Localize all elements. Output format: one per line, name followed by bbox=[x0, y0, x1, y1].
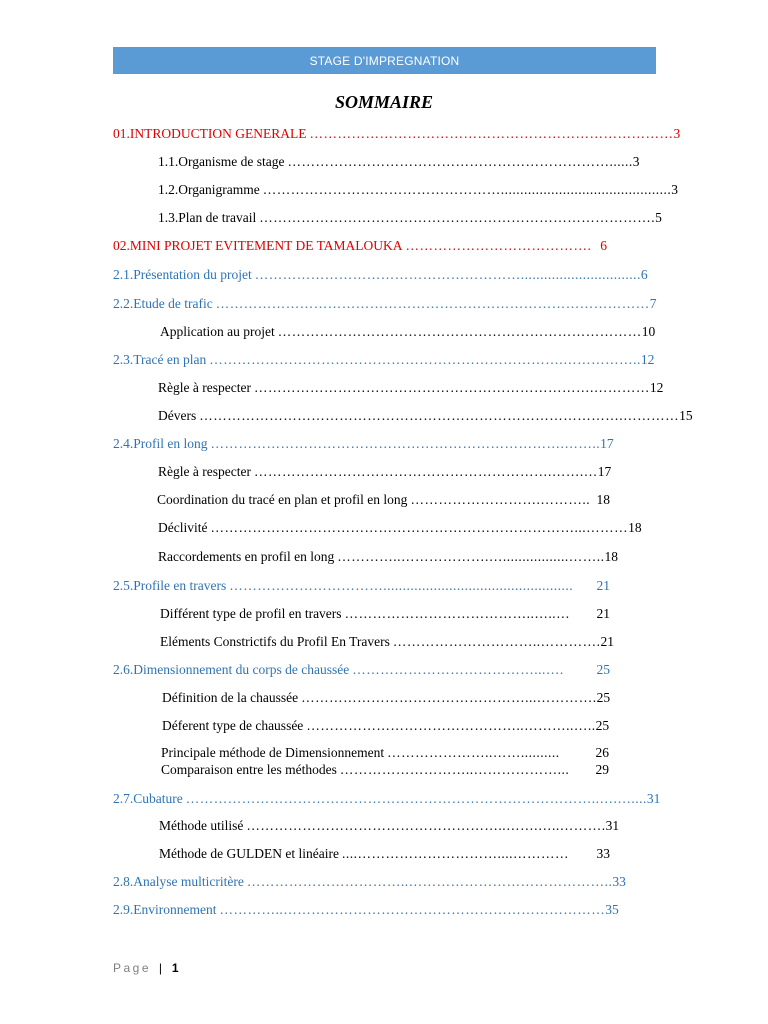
toc-entry-trace-plan[interactable] bbox=[113, 352, 655, 368]
toc-leader-dots: ……………………………………………………….…….… bbox=[253, 464, 598, 479]
toc-entry-different-type[interactable] bbox=[160, 606, 610, 622]
toc-page-number: 3 bbox=[671, 182, 678, 197]
page-title: SOMMAIRE bbox=[334, 92, 434, 112]
toc-entry-label: 01.INTRODUCTION GENERALE bbox=[113, 126, 307, 141]
toc-page-number: 3 bbox=[673, 126, 681, 141]
footer-separator: | bbox=[158, 961, 162, 975]
toc-entry-raccordements[interactable] bbox=[158, 549, 618, 565]
toc-entry-comparaison[interactable] bbox=[161, 762, 609, 778]
toc-entry-label: 2.8.Analyse multicritère bbox=[113, 874, 244, 889]
toc-page-number: 3 bbox=[632, 154, 640, 169]
toc-entry-label: 2.2.Etude de trafic bbox=[113, 296, 213, 311]
toc-leader-dots: …………………………………………………………………… bbox=[309, 126, 674, 141]
toc-leader-dots: ……………………….……….. bbox=[410, 492, 591, 507]
toc-entry-label: 2.3.Tracé en plan bbox=[113, 352, 207, 367]
toc-leader-dots: ……………………………………………………………….………… bbox=[253, 380, 650, 395]
toc-page-number: 18 bbox=[596, 492, 610, 507]
toc-leader-dots: …………………………..…………. bbox=[392, 634, 601, 649]
toc-entry-label: Raccordements en profil en long bbox=[158, 549, 335, 564]
toc-page-number: 25 bbox=[595, 718, 610, 733]
toc-page-number: 6 bbox=[640, 267, 648, 282]
toc-entry-label: Principale méthode de Dimensionnement bbox=[161, 745, 385, 760]
toc-leader-dots: ……………………………………………………………………………..….….... bbox=[185, 791, 647, 806]
toc-page-number: 10 bbox=[641, 324, 656, 339]
toc-page-number: 25 bbox=[596, 662, 610, 677]
toc-entry-organisme[interactable] bbox=[158, 154, 640, 170]
toc-leader-dots: ……………………………..…………………………………….. bbox=[246, 874, 613, 889]
toc-entry-declivite[interactable] bbox=[158, 520, 642, 536]
toc-entry-environnement[interactable] bbox=[113, 902, 619, 918]
toc-entry-elements[interactable] bbox=[160, 634, 614, 650]
toc-entry-label: 2.5.Profile en travers bbox=[113, 578, 227, 593]
toc-entry-label: Dévers bbox=[158, 408, 197, 423]
toc-entry-devers[interactable] bbox=[158, 408, 693, 424]
toc-page-number: 35 bbox=[605, 902, 619, 917]
toc-leader-dots: …………………………………………………............................... bbox=[254, 267, 641, 282]
toc-page-number: 17 bbox=[600, 436, 614, 451]
toc-entry-label: 2.4.Profil en long bbox=[113, 436, 208, 451]
toc-leader-dots: ……………………………………………............................................ bbox=[262, 182, 672, 197]
toc-page-number: 33 bbox=[612, 874, 626, 889]
toc-leader-dots: ……………………………................................................. bbox=[229, 578, 574, 593]
toc-entry-label: 1.2.Organigramme bbox=[158, 182, 260, 197]
toc-page-number: 7 bbox=[649, 296, 657, 311]
toc-page-number: 5 bbox=[655, 210, 662, 225]
toc-entry-label: Eléments Constrictifs du Profil En Travers bbox=[160, 634, 390, 649]
toc-entry-label: Méthode utilisé bbox=[159, 818, 244, 833]
toc-entry-label: Coordination du tracé en plan et profil en long bbox=[157, 492, 408, 507]
toc-entry-organigramme[interactable] bbox=[158, 182, 678, 198]
toc-entry-methode-utilise[interactable] bbox=[159, 818, 620, 834]
toc-page-number: 12 bbox=[649, 380, 664, 395]
toc-entry-label: 2.9.Environnement bbox=[113, 902, 217, 917]
toc-leader-dots: …………………………………...…. bbox=[352, 662, 564, 677]
toc-entry-label: 1.1.Organisme de stage bbox=[158, 154, 285, 169]
toc-entry-label: Déferent type de chaussée bbox=[162, 718, 304, 733]
toc-entry-label: Différent type de profil en travers bbox=[160, 606, 342, 621]
toc-entry-cubature[interactable] bbox=[113, 791, 661, 807]
toc-page-number: 29 bbox=[595, 762, 609, 777]
toc-entry-mini-projet[interactable] bbox=[113, 238, 607, 254]
toc-entry-regle-2[interactable] bbox=[158, 464, 610, 480]
toc-entry-deferent-type[interactable] bbox=[162, 718, 608, 734]
toc-leader-dots: ....…………………………....………… bbox=[341, 846, 569, 861]
toc-page-number: 21 bbox=[596, 578, 610, 593]
toc-entry-label: 02.MINI PROJET EVITEMENT DE TAMALOUKA bbox=[113, 238, 403, 253]
toc-page-number: 18 bbox=[628, 520, 642, 535]
toc-leader-dots: ………………………………………..………..….. bbox=[306, 718, 596, 733]
toc-leader-dots: ……………………………………………………………...... bbox=[287, 154, 633, 169]
toc-entry-label: Méthode de GULDEN et linéaire bbox=[159, 846, 339, 861]
footer-page-word: Page bbox=[113, 961, 152, 975]
toc-page-number: 6 bbox=[600, 238, 607, 253]
toc-page-number: 21 bbox=[596, 606, 610, 621]
toc-entry-label: Comparaison entre les méthodes bbox=[161, 762, 337, 777]
toc-leader-dots: …………………..…….......... bbox=[387, 745, 560, 760]
toc-entry-regle-1[interactable] bbox=[158, 380, 664, 396]
toc-page-number: 15 bbox=[679, 408, 693, 423]
toc-entry-label: Déclivité bbox=[158, 520, 208, 535]
toc-entry-label: 2.7.Cubature bbox=[113, 791, 183, 806]
toc-leader-dots: ………………………………………………………………………………… bbox=[215, 296, 650, 311]
toc-entry-application[interactable] bbox=[160, 324, 656, 340]
toc-page-number: 33 bbox=[596, 846, 610, 861]
footer-page-number: 1 bbox=[171, 961, 179, 975]
toc-leader-dots: ………………………………………………..…….…..………. bbox=[246, 818, 606, 833]
toc-entry-plan-travail[interactable] bbox=[158, 210, 662, 226]
toc-page-number: 31 bbox=[605, 818, 620, 833]
toc-leader-dots: …………..…………………………………………………………… bbox=[219, 902, 606, 917]
toc-entry-profile-travers[interactable] bbox=[113, 578, 610, 594]
toc-entry-analyse[interactable] bbox=[113, 874, 626, 890]
toc-leader-dots: ………………………..………………... bbox=[339, 762, 570, 777]
toc-entry-label: Règle à respecter bbox=[158, 380, 251, 395]
toc-leader-dots: …………………………………. bbox=[405, 238, 592, 253]
toc-leader-dots: …………………………………………...…………. bbox=[301, 690, 597, 705]
toc-page-number: 26 bbox=[595, 745, 609, 760]
toc-page-number: 21 bbox=[600, 634, 614, 649]
toc-page-number: 17 bbox=[597, 464, 612, 479]
toc-entry-label: 2.6.Dimensionnement du corps de chaussée bbox=[113, 662, 350, 677]
toc-leader-dots: ……………………………………………………………………………….………… bbox=[199, 408, 680, 423]
toc-entry-coordination[interactable] bbox=[157, 492, 610, 508]
toc-entry-label: Définition de la chaussée bbox=[162, 690, 299, 705]
toc-entry-label: 1.3.Plan de travail bbox=[158, 210, 257, 225]
toc-page-number: 12 bbox=[640, 352, 655, 367]
toc-entry-methode-gulden[interactable] bbox=[159, 846, 610, 862]
toc-entry-presentation[interactable] bbox=[113, 267, 648, 283]
toc-leader-dots: ………………………………………………………………….…………….. bbox=[209, 352, 641, 367]
toc-leader-dots: ……………………………………………………………………...……… bbox=[210, 520, 629, 535]
toc-entry-etude-trafic[interactable] bbox=[113, 296, 657, 312]
toc-entry-label: 2.1.Présentation du projet bbox=[113, 267, 252, 282]
header-title: STAGE D'IMPREGNATION bbox=[309, 53, 460, 68]
toc-leader-dots: …………………………………..…..… bbox=[344, 606, 571, 621]
toc-entry-principale-methode[interactable] bbox=[161, 745, 609, 761]
page-footer bbox=[113, 961, 179, 975]
toc-entry-profil-long[interactable] bbox=[113, 436, 614, 452]
toc-page-number: 25 bbox=[596, 690, 611, 705]
toc-leader-dots: …………..……………….….................…….. bbox=[337, 549, 605, 564]
toc-entry-label: Règle à respecter bbox=[158, 464, 251, 479]
toc-leader-dots: …………………………………………………………………… bbox=[277, 324, 642, 339]
toc-leader-dots: …………………………………………………………………………. bbox=[259, 210, 656, 225]
header-band bbox=[113, 47, 656, 74]
toc-entry-definition[interactable] bbox=[162, 690, 611, 706]
toc-page-number: 31 bbox=[646, 791, 661, 806]
toc-page-number: 18 bbox=[604, 549, 618, 564]
toc-leader-dots: ………………………………………………………………….…….. bbox=[210, 436, 601, 451]
toc-entry-introduction[interactable] bbox=[113, 126, 681, 142]
toc-entry-label: Application au projet bbox=[160, 324, 275, 339]
toc-entry-dimensionnement[interactable] bbox=[113, 662, 610, 678]
